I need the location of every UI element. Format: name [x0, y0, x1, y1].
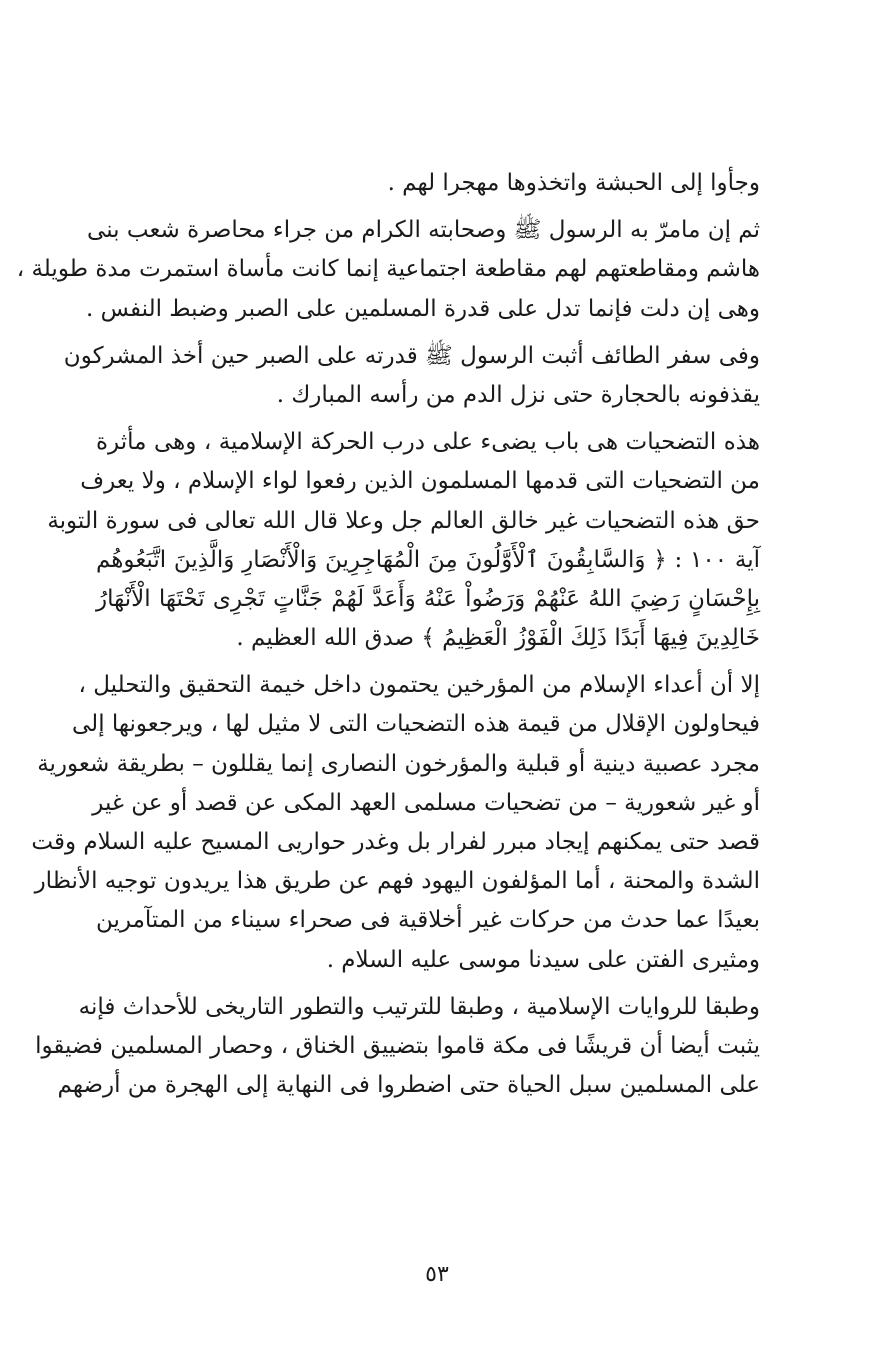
paragraph [35, 988, 760, 1106]
text-line: فيحاولون الإقلال من قيمة هذه التضحيات التى لا مثيل لها ، ويرجعونها إلى [72, 711, 760, 738]
paragraph [16, 211, 760, 329]
text-line: قصد حتى يمكنهم إيجاد مبرر لفرار بل وغدر حواريى المسيح عليه السلام وقت [31, 829, 760, 855]
paragraph-gap [96, 329, 760, 337]
text-line: بِإِحْسَانٍ رَضِيَ اللهُ عَنْهُمْ وَرَضُواْ عَنْهُ وَأَعَدَّ لَهُمْ جَنَّاتٍ تَجْرِى تَحْتَهَا الْأَنْهَارُ [96, 585, 760, 612]
text-line: وفى سفر الطائف أثبت الرسول ﷺ قدرته على الصبر حين أخذ المشركون [63, 342, 760, 369]
paragraph-gap [96, 658, 760, 666]
text-line: وجأوا إلى الحبشة واتخذوها مهجرا لهم . [387, 170, 760, 196]
paragraph [31, 666, 760, 980]
page-number: ٥٣ [425, 1262, 449, 1287]
paragraph-gap [96, 415, 760, 423]
paragraph [63, 337, 760, 415]
paragraph [47, 423, 760, 658]
text-line: هاشم ومقاطعتهم لهم مقاطعة اجتماعية إنما كانت مأساة استمرت مدة طويلة ، [16, 256, 760, 283]
text-line: يقذفونه بالحجارة حتى نزل الدم من رأسه المبارك . [276, 381, 760, 408]
text-line: هذه التضحيات هى باب يضىء على درب الحركة الإسلامية ، وهى مأثرة [96, 429, 760, 456]
text-line: من التضحيات التى قدمها المسلمون الذين رفعوا لواء الإسلام ، ولا يعرف [80, 468, 760, 495]
text-line: إلا أن أعداء الإسلام من المؤرخين يحتمون داخل خيمة التحقيق والتحليل ، [78, 672, 760, 699]
text-line: وطبقا للروايات الإسلامية ، وطبقا للترتيب والتطور التاريخى للأحداث فإنه [78, 993, 760, 1020]
paragraph [96, 164, 760, 203]
text-line: ثم إن مامرّ به الرسول ﷺ وصحابته الكرام من جراء محاصرة شعب بنى [87, 217, 760, 244]
paragraph-gap [96, 203, 760, 211]
text-line: ومثيرى الفتن على سيدنا موسى عليه السلام . [326, 946, 760, 973]
text-line: بعيدًا عما حدث من حركات غير أخلاقية فى صحراء سيناء من المتآمرين [96, 907, 760, 934]
text-line: الشدة والمحنة ، أما المؤلفون اليهود فهم عن طريق هذا يريدون توجيه الأنظار [34, 868, 760, 895]
paragraph-gap [96, 980, 760, 988]
text-line: على المسلمين سبل الحياة حتى اضطروا فى النهاية إلى الهجرة من أرضهم [57, 1072, 760, 1099]
text-line: أو غير شعورية – من تضحيات مسلمى العهد المكى عن قصد أو عن غير [92, 789, 760, 816]
text-line: يثبت أيضا أن قريشًا فى مكة قاموا بتضييق الخناق ، وحصار المسلمين فضيقوا [35, 1032, 760, 1059]
text-line: حق هذه التضحيات غير خالق العالم جل وعلا قال الله تعالى فى سورة التوبة [47, 507, 760, 534]
text-line: خَالِدِينَ فِيهَا أَبَدًا ذَلِكَ الْفَوْزُ الْعَظِيمُ ﴾ صدق الله العظيم . [236, 625, 760, 652]
text-line: وهى إن دلت فإنما تدل على قدرة المسلمين على الصبر وضبط النفس . [86, 295, 760, 322]
text-line: آية ١٠٠ : ﴿ وَالسَّابِقُونَ ٱلْأَوَّلُونَ مِنَ الْمُهَاجِرِينَ وَالْأَنْصَارِ وَالَّذِينَ اتَّبَعُوهُم [96, 546, 760, 573]
body-text [16, 164, 760, 1105]
text-line: مجرد عصبية دينية أو قبلية والمؤرخون النصارى إنما يقللون – بطريقة شعورية [37, 750, 760, 777]
